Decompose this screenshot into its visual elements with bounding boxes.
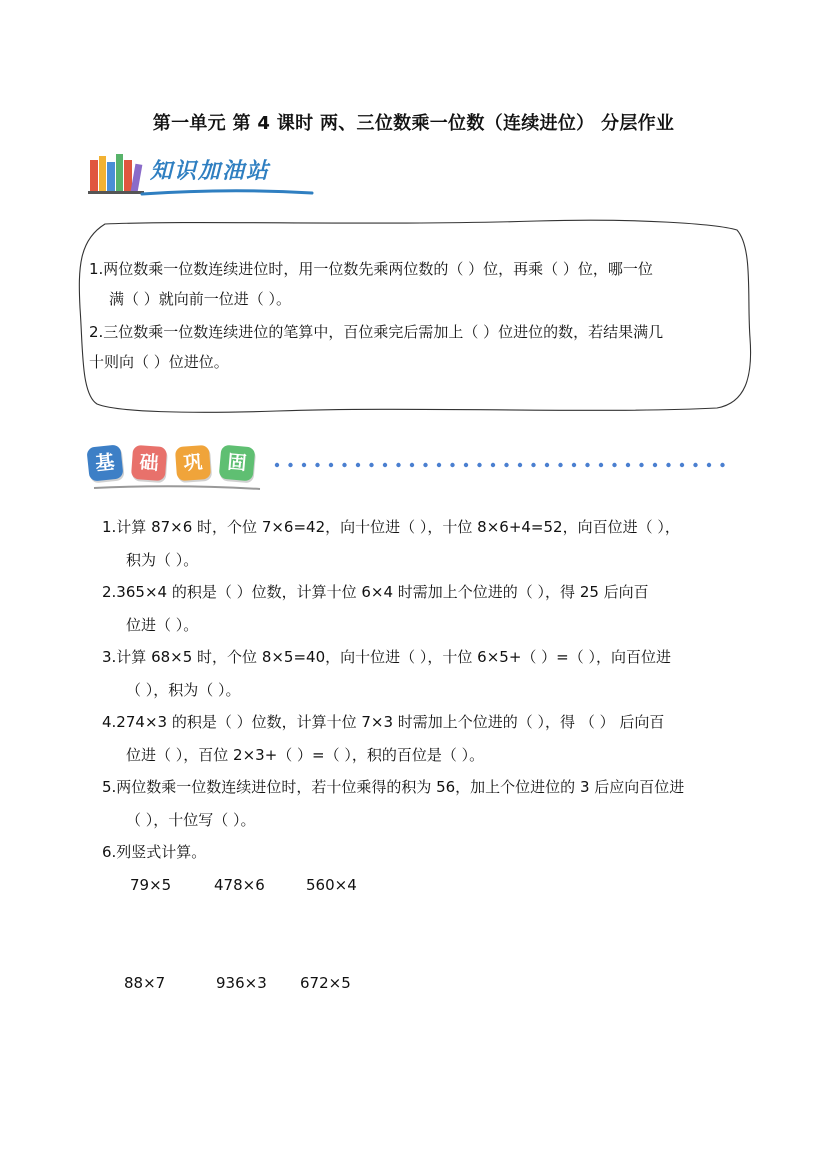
divider-dot <box>423 463 427 467</box>
calc-item-2: 478×6 <box>214 876 265 894</box>
divider-dot <box>491 463 495 467</box>
question-4 <box>102 706 782 772</box>
divider-dot <box>653 463 657 467</box>
divider-dot <box>531 463 535 467</box>
divider-dot <box>464 463 468 467</box>
divider-dot <box>707 463 711 467</box>
page-title: 第一单元 第 4 课时 两、三位数乘一位数（连续进位） 分层作业 <box>152 113 675 134</box>
tile-chu: 础 <box>131 445 167 481</box>
question-1 <box>102 511 782 577</box>
divider-dot <box>720 463 724 467</box>
header-underline <box>140 188 315 198</box>
divider-dot <box>585 463 589 467</box>
question-3-line1: 3.计算 68×5 时，个位 8×5=40，向十位进（ ），十位 6×5+（ ）=（ ），向百位进 <box>102 648 671 666</box>
divider-dot <box>477 463 481 467</box>
calc-item-5: 936×3 <box>216 974 267 992</box>
tile-gu: 固 <box>219 445 256 482</box>
knowledge-station-label: 知识加油站 <box>150 159 271 184</box>
divider-dot <box>545 463 549 467</box>
knowledge-item-1-line2: 满（ ）就向前一位进（ ）。 <box>109 290 292 308</box>
divider-dot <box>450 463 454 467</box>
knowledge-item-1-line1: 1.两位数乘一位数连续进位时，用一位数先乘两位数的（ ）位，再乘（ ）位，哪一位 <box>89 260 653 278</box>
knowledge-item-2-line1: 2.三位数乘一位数连续进位的笔算中，百位乘完后需加上（ ）位进位的数，若结果满几 <box>89 323 664 341</box>
question-4-line1: 4.274×3 的积是（ ）位数，计算十位 7×3 时需加上个位进的（ ），得 （ ） 后向百 <box>102 713 665 731</box>
divider-dot <box>666 463 670 467</box>
knowledge-item-1 <box>89 254 739 314</box>
divider-dot <box>410 463 414 467</box>
calc-item-1: 79×5 <box>130 876 172 894</box>
divider-dot <box>518 463 522 467</box>
calc-item-3: 560×4 <box>306 876 357 894</box>
knowledge-box <box>77 218 753 414</box>
question-1-line1: 1.计算 87×6 时，个位 7×6=42，向十位进（ ），十位 8×6+4=52，向百位进（ ）， <box>102 518 680 536</box>
divider-dot <box>396 463 400 467</box>
books-icon <box>88 152 144 194</box>
calc-item-4: 88×7 <box>124 974 166 992</box>
question-3-line2: （ ），积为（ ）。 <box>126 681 241 699</box>
question-2-line1: 2.365×4 的积是（ ）位数，计算十位 6×4 时需加上个位进的（ ），得 25 后向百 <box>102 583 649 601</box>
divider-dot <box>288 463 292 467</box>
question-5 <box>102 771 782 837</box>
basics-underline <box>92 484 262 492</box>
divider-dot <box>383 463 387 467</box>
divider-dot <box>639 463 643 467</box>
tile-ji: 基 <box>86 444 123 481</box>
divider-dot <box>356 463 360 467</box>
knowledge-item-2 <box>89 317 739 377</box>
knowledge-box-border <box>77 218 753 414</box>
dotted-divider <box>274 462 736 468</box>
question-6 <box>102 836 782 869</box>
divider-dot <box>599 463 603 467</box>
question-2 <box>102 576 782 642</box>
divider-dot <box>612 463 616 467</box>
divider-dot <box>626 463 630 467</box>
question-3 <box>102 641 782 707</box>
divider-dot <box>504 463 508 467</box>
question-2-line2: 位进（ ）。 <box>126 616 199 634</box>
divider-dot <box>437 463 441 467</box>
divider-dot <box>315 463 319 467</box>
knowledge-station-header <box>88 148 318 200</box>
divider-dot <box>302 463 306 467</box>
knowledge-item-2-line2: 十则向（ ）位进位。 <box>89 353 229 371</box>
question-6-line1: 6.列竖式计算。 <box>102 843 207 861</box>
question-5-line2: （ ），十位写（ ）。 <box>126 811 256 829</box>
question-1-line2: 积为（ ）。 <box>126 551 199 569</box>
divider-dot <box>572 463 576 467</box>
divider-dot <box>558 463 562 467</box>
divider-dot <box>329 463 333 467</box>
basics-header <box>88 440 748 496</box>
divider-dot <box>693 463 697 467</box>
calc-item-6: 672×5 <box>300 974 351 992</box>
divider-dot <box>680 463 684 467</box>
divider-dot <box>275 463 279 467</box>
question-4-line2: 位进（ ），百位 2×3+（ ）=（ ），积的百位是（ ）。 <box>126 746 485 764</box>
divider-dot <box>369 463 373 467</box>
tile-gong: 巩 <box>175 445 211 481</box>
question-5-line1: 5.两位数乘一位数连续进位时，若十位乘得的积为 56，加上个位进位的 3 后应向百位进 <box>102 778 685 796</box>
divider-dot <box>342 463 346 467</box>
